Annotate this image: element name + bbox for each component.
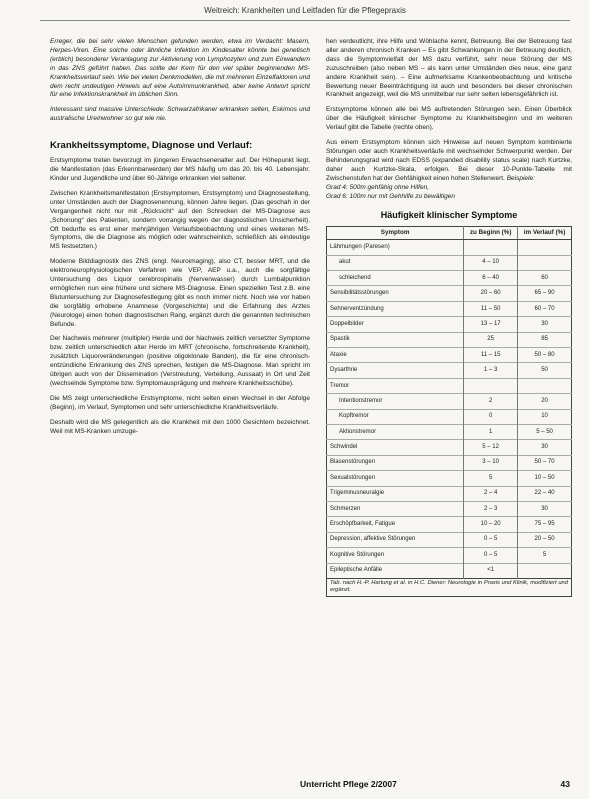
table-row — [327, 394, 572, 409]
symptom-cell: Ataxie — [327, 348, 464, 363]
course-cell: 30 — [518, 440, 572, 455]
table-row — [327, 363, 572, 378]
symptom-cell: Aktionstremor — [327, 425, 464, 440]
onset-cell: 4 – 10 — [464, 255, 518, 270]
table-row — [327, 286, 572, 301]
symptom-cell: Schwindel — [327, 440, 464, 455]
table-row — [327, 532, 572, 547]
left-paragraph-8: Deshalb wird die MS gelegentlich als die Krankheit mit den 1000 Gesichtern bezeichnet. Weil mit MS-Kranken umzuge- — [50, 418, 310, 435]
table-row — [327, 440, 572, 455]
symptom-table — [326, 226, 572, 579]
table-row — [327, 332, 572, 347]
course-cell: 10 — [518, 409, 572, 424]
onset-cell: 13 – 17 — [464, 317, 518, 332]
table-header-row — [327, 227, 572, 240]
table-row — [327, 348, 572, 363]
course-cell — [518, 255, 572, 270]
symptom-cell: Intentionstremor — [327, 394, 464, 409]
table-row — [327, 425, 572, 440]
symptom-cell: Dysarthrie — [327, 363, 464, 378]
right-paragraph-3-text: Aus einem Erstsymptom können sich Hinweise auf neuen Symptom kombinierte Störungen oder auch Krankheitsverläufe mit wechselnder Schwerpunkt werden. Der Behinderungsgrad wird nach EDSS (expanded disability status scale) nach Kurtzke, daher auch Kurtzke-Skala, erfolgen. Bei dieser 10-Punkte-Tabelle mit Zwischenstufen hat der Gehfähigkeit einen hohen Stellenwert. — [326, 139, 572, 182]
onset-cell: 1 — [464, 425, 518, 440]
symptom-cell: Epileptische Anfälle — [327, 563, 464, 578]
left-paragraph-7: Die MS zeigt unterschiedliche Erstsymptome, nicht selten einen Wechsel in der Abfolge (Beginn), im Verlauf, Symptomen und sehr unterschiedliche Krankheitsverläufe. — [50, 394, 310, 411]
table-row — [327, 378, 572, 393]
table-row — [327, 255, 572, 270]
course-cell: 5 – 50 — [518, 425, 572, 440]
table-note: Tab. nach H.-P. Hartung et al. in H.C. Diener: Neurologie in Praxis und Klinik, modifiziert und ergänzt. — [326, 579, 572, 597]
symptom-cell: Doppelbilder — [327, 317, 464, 332]
onset-cell: 25 — [464, 332, 518, 347]
onset-cell: 3 – 10 — [464, 455, 518, 470]
table-title: Häufigkeit klinischer Symptome — [380, 210, 518, 221]
table-row — [327, 409, 572, 424]
course-cell: 5 — [518, 548, 572, 563]
onset-cell: 2 – 4 — [464, 486, 518, 501]
column-header-start: zu Beginn (%) — [464, 227, 518, 240]
course-cell: 20 — [518, 394, 572, 409]
course-cell: 30 — [518, 501, 572, 516]
table-row — [327, 271, 572, 286]
course-cell: 20 – 50 — [518, 532, 572, 547]
symptom-cell: Sexualstörungen — [327, 471, 464, 486]
onset-cell: 2 — [464, 394, 518, 409]
table-row — [327, 317, 572, 332]
symptom-cell: schleichend — [327, 271, 464, 286]
onset-cell: 11 – 50 — [464, 301, 518, 316]
course-cell: 75 – 95 — [518, 517, 572, 532]
example-grade-6: Grad 6: 100m nur mit Gehhilfe zu bewältigen — [326, 192, 455, 200]
symptom-cell: Kognitive Störungen — [327, 548, 464, 563]
symptom-cell: Schmerzen — [327, 501, 464, 516]
course-cell: 60 – 70 — [518, 301, 572, 316]
onset-cell: 20 – 60 — [464, 286, 518, 301]
onset-cell: 0 — [464, 409, 518, 424]
onset-cell: 2 – 3 — [464, 501, 518, 516]
table-row — [327, 517, 572, 532]
course-cell — [518, 240, 572, 255]
table-row — [327, 301, 572, 316]
course-cell: 60 — [518, 271, 572, 286]
left-paragraph-4: Zwischen Krankheitsmanifestation (Erstsymptomen, Erstsymptom) und Diagnosestellung, unter Umständen auch der Diagnosenennung, können Jahre liegen. (Das geschah in der Vergangenheit nicht nur mit „Rücksicht“ auf den Schrecken der MS-Diagnose aus „Schonung“ des Patienten, sondern vorrangig wegen der diagnostischen Unsicherheit). Oft bedurfte es erst einer mehrjährigen Verlaufsbeobachtung und eines weiteren MS-Symptoms, die die Diagnose als möglich oder wahrscheinlich, schließlich als eindeutige MS festsetzten.) — [50, 189, 310, 251]
course-cell: 10 – 50 — [518, 471, 572, 486]
section-heading: Krankheitssymptome, Diagnose und Verlauf: — [50, 140, 253, 152]
course-cell: 50 – 70 — [518, 455, 572, 470]
course-cell: 30 — [518, 317, 572, 332]
course-cell: 22 – 40 — [518, 486, 572, 501]
left-paragraph-6: Der Nachweis mehrerer (multipler) Herde und der Nachweis zeitlich versetzter Symptome bzw. zeitlich unterschiedlich alter Herde im MRT (chronische, fortschreitende Krankheit), zusätzlich Liquorveränderungen (positive oligoklonale Banden), die für eine chronisch-entzündliche Erkrankung des ZNS sprechen, festigen die MS-Diagnose. Man spricht im übrigen auch von der Dissemination (Verstreutung, Verteilung, Aussaat) in Ort und Zeit (wechselnde Symptome bzw. Symptomausprägung und mehrere Krankheitsschübe). — [50, 335, 310, 387]
table-row — [327, 471, 572, 486]
footer-journal: Unterricht Pflege 2/2007 — [300, 779, 397, 789]
onset-cell: 1 – 3 — [464, 363, 518, 378]
symptom-cell: Lähmungen (Paresen) — [327, 240, 464, 255]
onset-cell: 6 – 40 — [464, 271, 518, 286]
course-cell: 50 – 80 — [518, 348, 572, 363]
table-row — [327, 548, 572, 563]
left-column — [50, 38, 310, 443]
onset-cell — [464, 378, 518, 393]
left-paragraph-1: Erreger, die bei sehr vielen Menschen gefunden werden, etwa im Verdacht: Masern, Herpes-Viren. Eine solche oder ähnliche Infektion im Kindesalter könnte bei genetisch (erblich) besonderer Veranlagung zur Aktivierung von Lymphozyten und zum Einwandern in das ZNS geführt haben. Das sollte der Kern für den viel später beginnenden MS-Krankheitsverlauf sein. Wie bei vielen Denkmodellen, die mit mehreren Einzelfaktoren und dem recht undeutigen Hinweis auf eine Autoimmunkrankheit, aber keine Antwort spricht für eine Infektionskrankheit im üblichen Sinn. — [50, 38, 310, 99]
onset-cell: 5 – 12 — [464, 440, 518, 455]
symptom-cell: Sehnerventzündung — [327, 301, 464, 316]
right-paragraph-1: hen verdeutlicht, ihre Hilfe und Wöhlache kennt, Betreuung. Bei der Betreuung fast aller anderen chronisch Kranken – Es gibt Schwankungen in der Betreuung deutlich, dass die Symptomvielfalt der MS dazu verführt, sehr neue Störung der MS zuzuschreiben (also neben MS – als kann unter Umständen dies neue, eine ganz andere Krankheit sein). – Eine aufmerksame Krankenbeobachtung und kritische Bewertung neuer Beeinträchtigung ist auch und besonders bei dieser chronischen Krankheit angezeigt, weil die MS unmittelbar nur sehr selten lebensgefährlich ist. — [326, 38, 572, 99]
right-paragraph-3 — [326, 139, 572, 201]
symptom-cell: Tremor — [327, 378, 464, 393]
table-row — [327, 240, 572, 255]
left-paragraph-3: Erstsymptome treten bevorzugt im jüngeren Erwachsenenalter auf. Der Höhepunkt liegt, die Manifestation (das Erkennbarwerden) der MS häufig um das 20. bis 40. Lebensjahr. Kinder und Jugendliche und über 60-Jährige erkranken viel seltener. — [50, 157, 310, 182]
symptom-cell: akut — [327, 255, 464, 270]
table-row — [327, 501, 572, 516]
onset-cell: <1 — [464, 563, 518, 578]
course-cell: 50 — [518, 363, 572, 378]
symptom-cell: Blasenstörungen — [327, 455, 464, 470]
column-header-course: im Verlauf (%) — [518, 227, 572, 240]
left-paragraph-2: Interessant sind massive Unterschiede: Schwarzafrikaner erkranken selten, Eskimos und australische Ureinwohner so gut wie nie. — [50, 106, 310, 123]
table-body — [327, 240, 572, 579]
course-cell — [518, 378, 572, 393]
course-cell — [518, 563, 572, 578]
onset-cell: 10 – 20 — [464, 517, 518, 532]
page-footer — [300, 779, 570, 791]
symptom-cell: Erschöpfbarkeit, Fatigue — [327, 517, 464, 532]
symptom-cell: Depression, affektive Störungen — [327, 532, 464, 547]
onset-cell: 0 – 5 — [464, 532, 518, 547]
table-row — [327, 486, 572, 501]
running-header-title: Weitreich: Krankheiten und Leitfaden für die Pflegepraxis — [204, 6, 406, 15]
onset-cell: 5 — [464, 471, 518, 486]
symptom-cell: Trigeminusneuralgie — [327, 486, 464, 501]
symptom-cell: Sensibilitätsstörungen — [327, 286, 464, 301]
page-number: 43 — [560, 779, 570, 789]
table-row — [327, 455, 572, 470]
example-grade-4: Grad 4: 500m gehfähig ohne Hilfen, — [326, 183, 429, 191]
course-cell: 85 — [518, 332, 572, 347]
symptom-cell: Spastik — [327, 332, 464, 347]
onset-cell: 11 – 15 — [464, 348, 518, 363]
right-column — [326, 38, 572, 597]
column-header-symptom: Symptom — [327, 227, 464, 240]
right-paragraph-2: Erstsymptome können alle bei MS auftretenden Störungen sein. Einen Überblick über die Häufigkeit klinischer Symptome zu Krankheitsbeginn und im weiteren Verlauf gibt die Tabelle (rechte oben). — [326, 106, 572, 132]
symptom-cell: Kopftremor — [327, 409, 464, 424]
course-cell: 65 – 90 — [518, 286, 572, 301]
onset-cell: 0 – 5 — [464, 548, 518, 563]
left-paragraph-5: Moderne Bilddiagnostik des ZNS (engl. Neuroimaging), also CT, besser MRT, und die elektroneurophysiologischen Verfahren wie VEP, AEP u.a., auch die sorgfältige Untersuchung des Liquor cerebrospinalis (Nervenwasser) durch Lumbalpunktion ermöglichen nun eine frühere und sichere MS-Diagnose. Einen speziellen Test z.B. eine Blutuntersuchung zur Diagnosefestlegung gibt es noch immer nicht. Noch wie vor haben die sorgfältig erhobene Anamnese (Vorgeschichte) und die Erfahrung des Arztes (Neurologe) einen hohen diagnostischen Rang, ergänzt durch die genannten technischen Befunde. — [50, 258, 310, 328]
running-header — [40, 6, 570, 21]
table-row — [327, 563, 572, 578]
examples-label: Beispiele: — [506, 174, 535, 182]
onset-cell — [464, 240, 518, 255]
